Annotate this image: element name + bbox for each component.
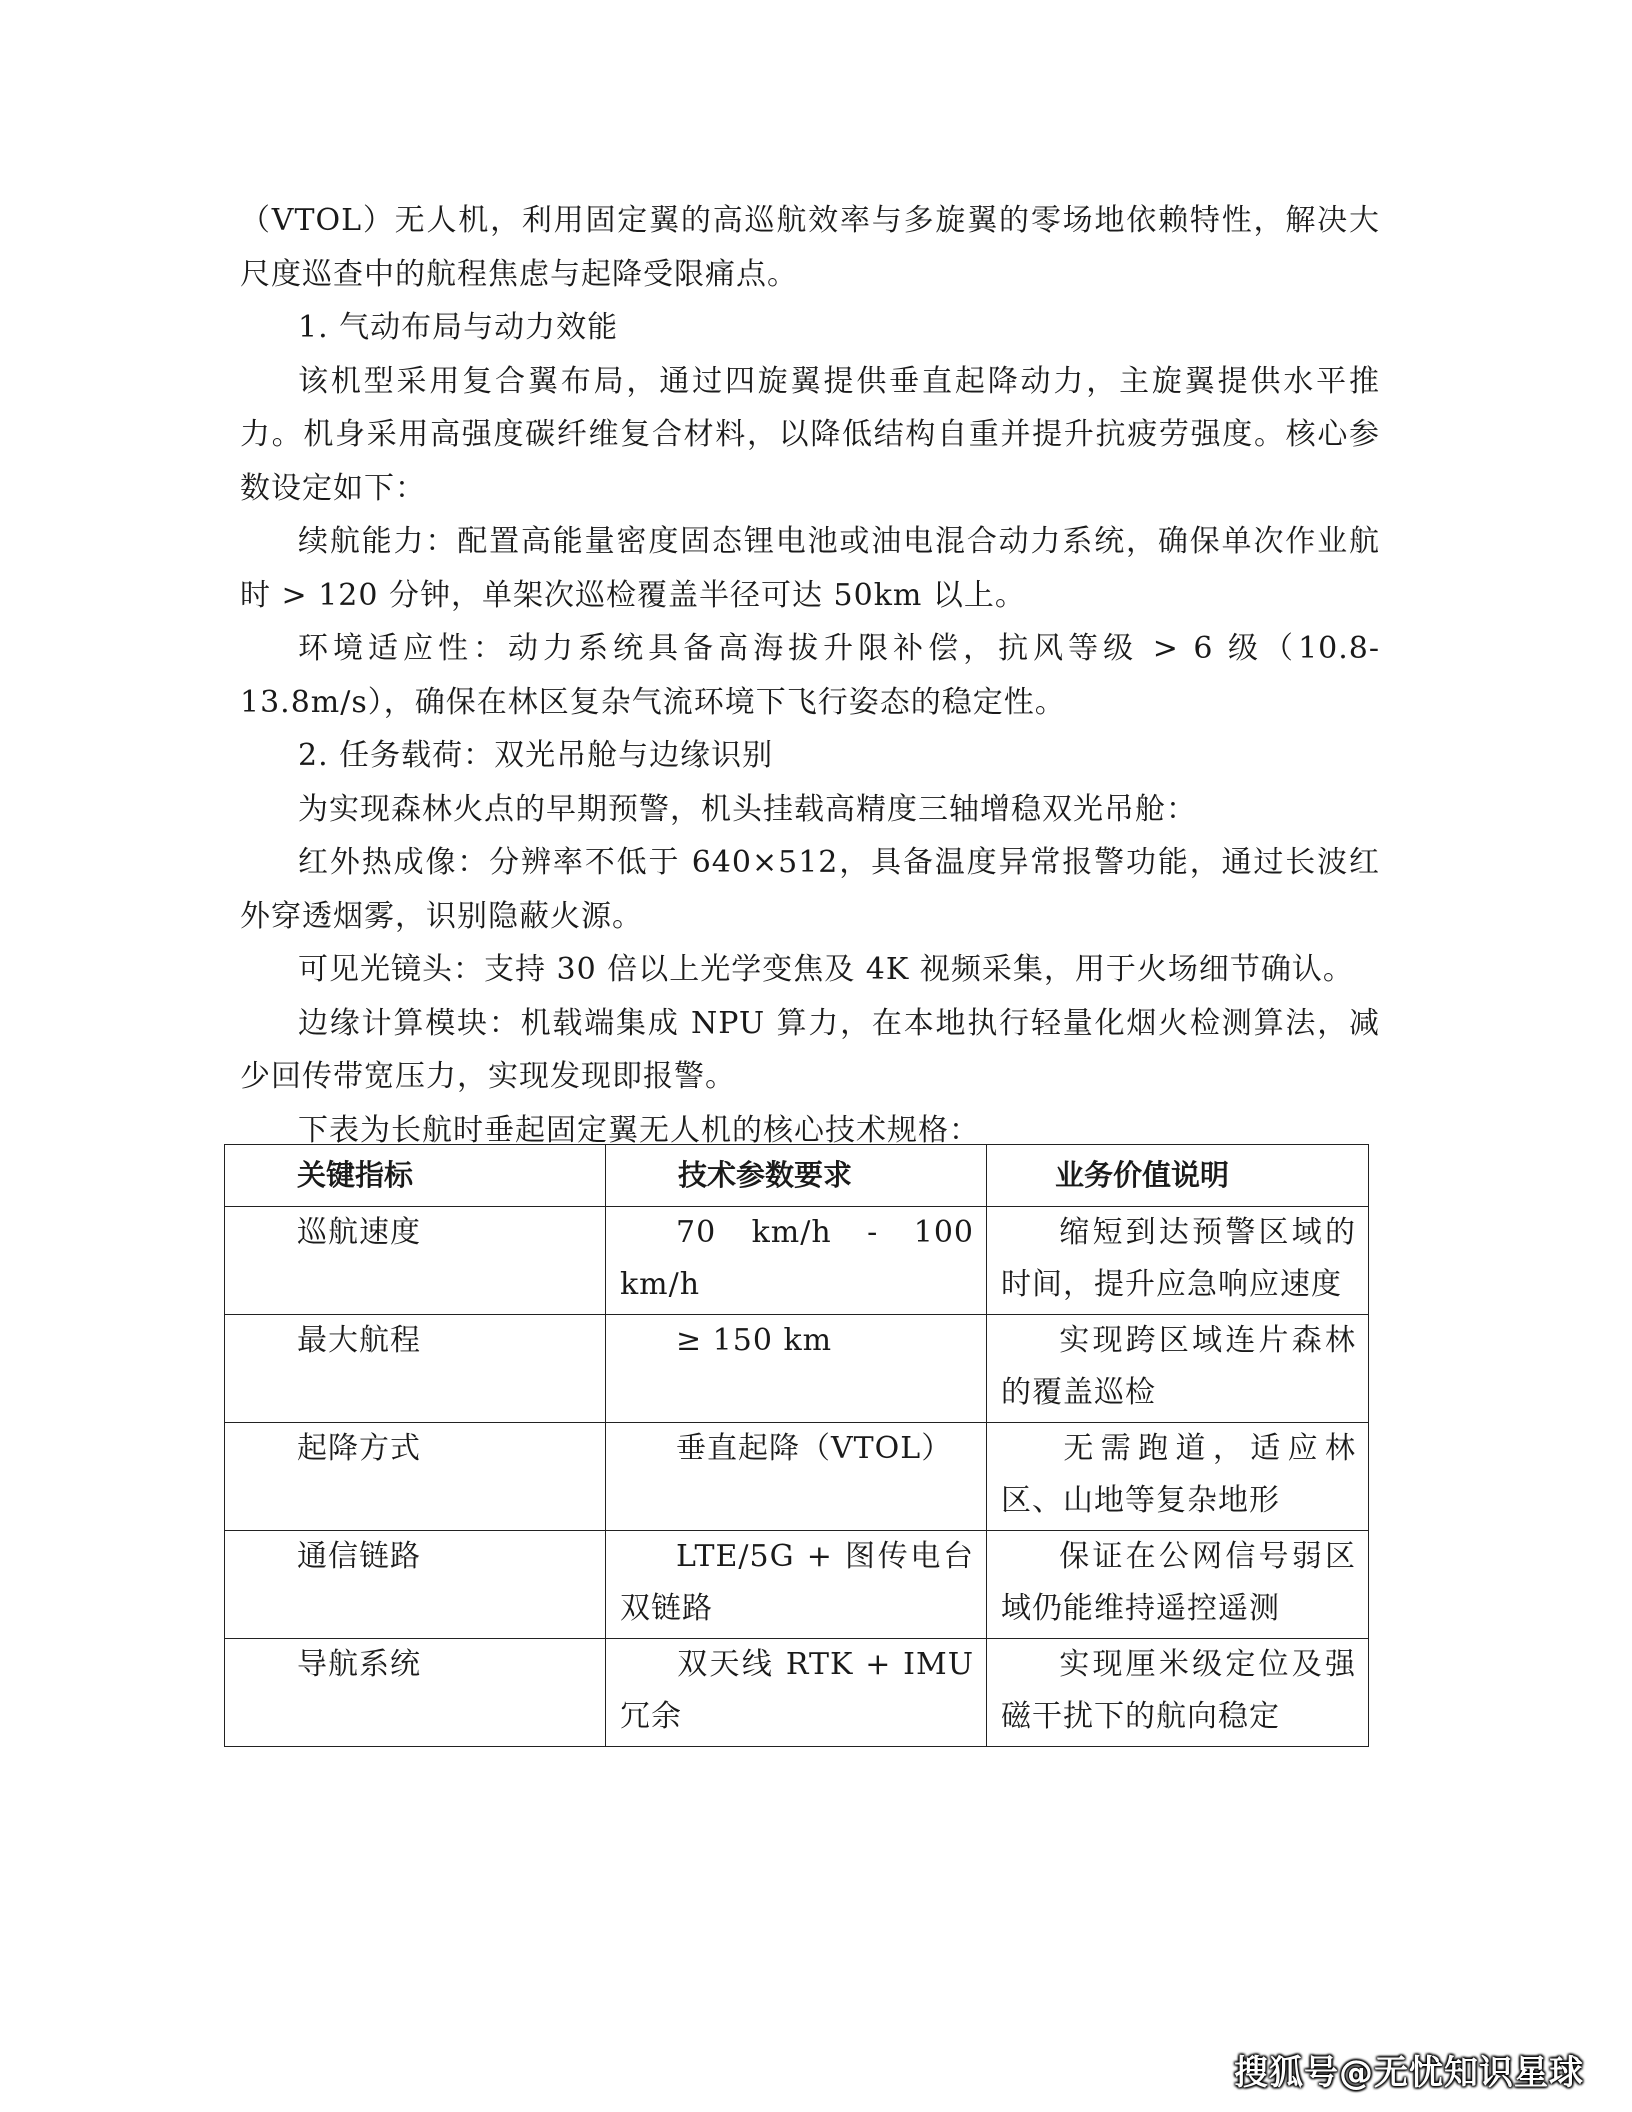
paragraph: 边缘计算模块：机载端集成 NPU 算力，在本地执行轻量化烟火检测算法，减少回传带宽压力，实现发现即报警。 <box>240 1005 1380 1094</box>
section-heading: 1. 气动布局与动力效能 <box>298 310 619 345</box>
cell-value-text: 无需跑道，适应林区、山地等复杂地形 <box>1001 1431 1356 1518</box>
table-header-row <box>225 1145 1369 1207</box>
cell-metric: 最大航程 <box>225 1315 606 1423</box>
cell-value-text: 保证在公网信号弱区域仍能维持遥控遥测 <box>1001 1539 1356 1626</box>
cell-value-text: 实现厘米级定位及强磁干扰下的航向稳定 <box>1001 1647 1356 1734</box>
paragraph: 环境适应性：动力系统具备高海拔升限补偿，抗风等级 > 6 级（10.8-13.8m/s），确保在林区复杂气流环境下飞行姿态的稳定性。 <box>240 631 1380 720</box>
cell-value-text: 缩短到达预警区域的时间，提升应急响应速度 <box>1001 1215 1356 1302</box>
header-param: 技术参数要求 <box>606 1145 987 1207</box>
watermark: 搜狐号@无忧知识星球 <box>1234 2053 1584 2093</box>
table-caption: 下表为长航时垂起固定翼无人机的核心技术规格： <box>298 1112 980 1148</box>
cell-value <box>987 1531 1369 1639</box>
table-row <box>225 1639 1369 1747</box>
cell-param-text: 双天线 RTK + IMU 冗余 <box>620 1647 974 1734</box>
cell-metric: 导航系统 <box>225 1639 606 1747</box>
cell-param <box>606 1531 987 1639</box>
paragraph: （VTOL）无人机，利用固定翼的高巡航效率与多旋翼的零场地依赖特性，解决大尺度巡查中的航程焦虑与起降受限痛点。 <box>240 203 1380 292</box>
paragraph: 可见光镜头：支持 30 倍以上光学变焦及 4K 视频采集，用于火场细节确认。 <box>298 952 1354 987</box>
cell-value-text: 实现跨区域连片森林的覆盖巡检 <box>1001 1323 1356 1410</box>
cell-param <box>606 1207 987 1315</box>
paragraph: 为实现森林火点的早期预警，机头挂载高精度三轴增稳双光吊舱： <box>298 791 1197 827</box>
table-row <box>225 1531 1369 1639</box>
table-row <box>225 1423 1369 1531</box>
cell-metric: 通信链路 <box>225 1531 606 1639</box>
paragraph: 红外热成像：分辨率不低于 640×512，具备温度异常报警功能，通过长波红外穿透烟雾，识别隐蔽火源。 <box>240 845 1380 934</box>
section-heading: 2. 任务载荷：双光吊舱与边缘识别 <box>298 738 774 773</box>
cell-metric: 起降方式 <box>225 1423 606 1531</box>
document-body <box>240 194 1380 1157</box>
table-row <box>225 1207 1369 1315</box>
cell-param-text: ≥ 150 km <box>676 1323 833 1358</box>
cell-param <box>606 1639 987 1747</box>
cell-metric: 巡航速度 <box>225 1207 606 1315</box>
cell-param-text: 70 km/h - 100 km/h <box>620 1215 974 1302</box>
cell-value <box>987 1207 1369 1315</box>
paragraph: 该机型采用复合翼布局，通过四旋翼提供垂直起降动力，主旋翼提供水平推力。机身采用高强度碳纤维复合材料，以降低结构自重并提升抗疲劳强度。核心参数设定如下： <box>240 363 1380 506</box>
cell-value <box>987 1315 1369 1423</box>
cell-value <box>987 1423 1369 1531</box>
cell-param-text: 垂直起降（VTOL） <box>676 1431 953 1466</box>
cell-param <box>606 1423 987 1531</box>
spec-table <box>224 1144 1369 1747</box>
cell-param <box>606 1315 987 1423</box>
header-metric: 关键指标 <box>225 1145 606 1207</box>
header-value: 业务价值说明 <box>987 1145 1369 1207</box>
cell-value <box>987 1639 1369 1747</box>
paragraph: 续航能力：配置高能量密度固态锂电池或油电混合动力系统，确保单次作业航时 > 120 分钟，单架次巡检覆盖半径可达 50km 以上。 <box>240 524 1380 613</box>
table-row <box>225 1315 1369 1423</box>
cell-param-text: LTE/5G + 图传电台双链路 <box>620 1539 974 1626</box>
